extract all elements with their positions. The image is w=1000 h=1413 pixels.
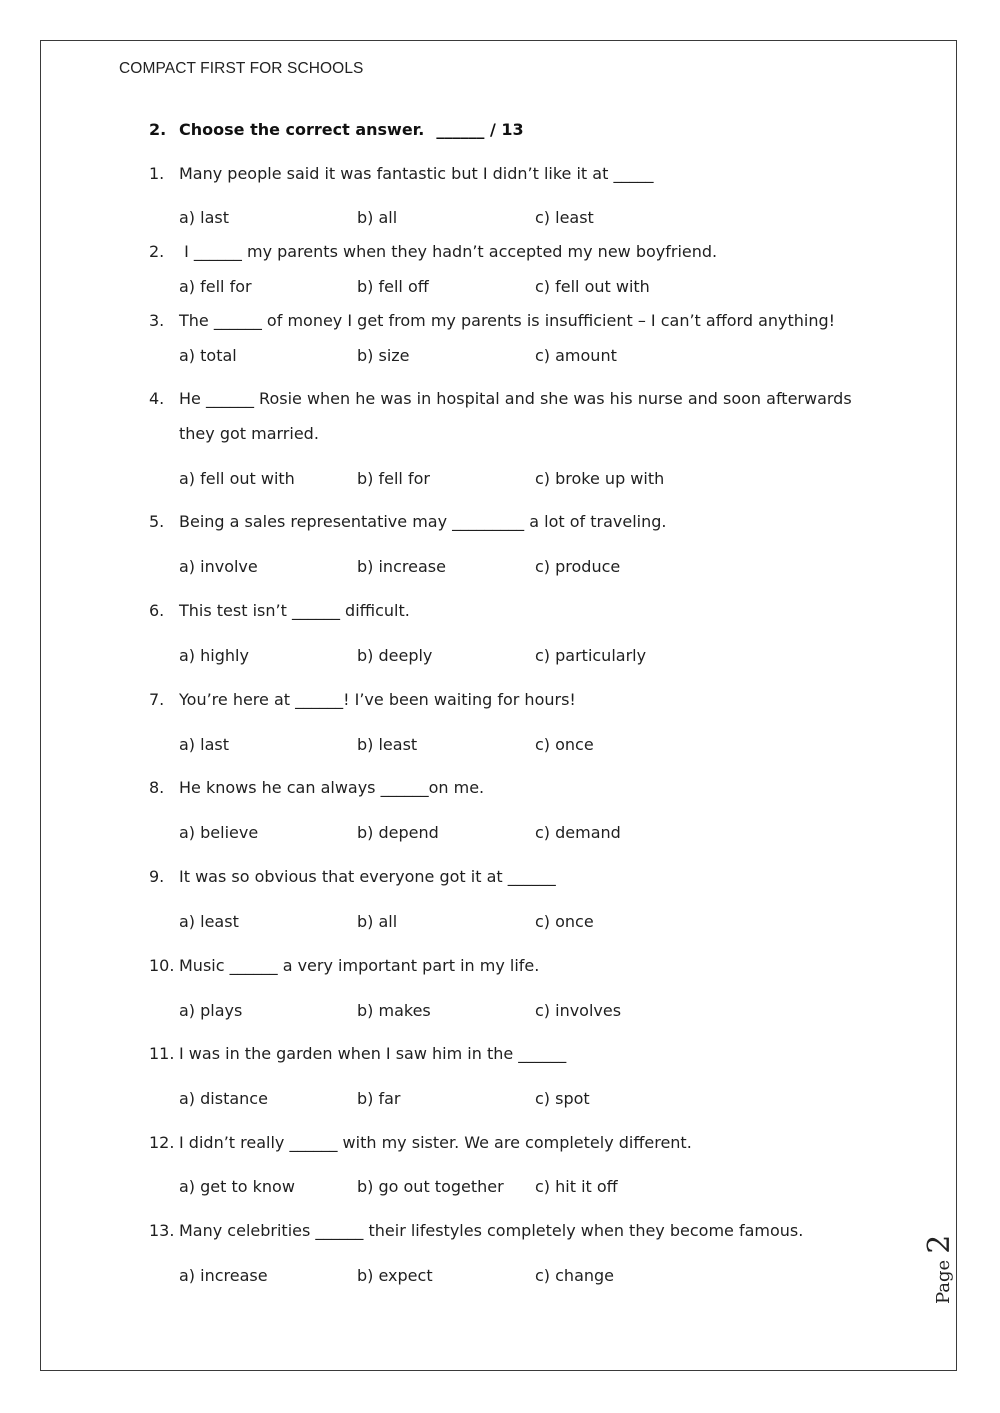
section-heading [149, 120, 524, 139]
option-c[interactable]: c) fell out with [535, 277, 650, 296]
question-6: 6. This test isn’t ______ difficult. [149, 601, 410, 620]
option-c[interactable]: c) hit it off [535, 1177, 618, 1196]
section-number: 2. [149, 120, 167, 139]
question-text: He ______ Rosie when he was in hospital and she was his nurse and soon afterwards [179, 389, 852, 408]
question-1: 1. Many people said it was fantastic but I didn’t like it at _____ [149, 164, 654, 183]
option-b[interactable]: b) increase [357, 557, 446, 576]
question-9: 9. It was so obvious that everyone got it at ______ [149, 867, 556, 886]
option-c[interactable]: c) broke up with [535, 469, 665, 488]
option-c[interactable]: c) spot [535, 1089, 590, 1108]
option-b[interactable]: b) fell for [357, 469, 430, 488]
option-c[interactable]: c) change [535, 1266, 615, 1285]
option-c[interactable]: c) least [535, 208, 594, 227]
question-text: I ______ my parents when they hadn’t accepted my new boyfriend. [179, 242, 718, 261]
option-a[interactable]: a) fell for [179, 277, 252, 296]
question-text: Many celebrities ______ their lifestyles completely when they become famous. [179, 1221, 804, 1240]
question-text: This test isn’t ______ difficult. [179, 601, 410, 620]
option-b[interactable]: b) depend [357, 823, 439, 842]
option-a[interactable]: a) increase [179, 1266, 268, 1285]
option-a[interactable]: a) last [179, 208, 229, 227]
question-text: It was so obvious that everyone got it at ______ [179, 867, 556, 886]
question-11: 11. I was in the garden when I saw him in the ______ [149, 1044, 567, 1063]
option-a[interactable]: a) least [179, 912, 239, 931]
option-a[interactable]: a) last [179, 735, 229, 754]
question-text: Many people said it was fantastic but I didn’t like it at _____ [179, 164, 654, 183]
option-c[interactable]: c) produce [535, 557, 621, 576]
option-b[interactable]: b) far [357, 1089, 401, 1108]
option-a[interactable]: a) involve [179, 557, 258, 576]
option-a[interactable]: a) total [179, 346, 237, 365]
option-c[interactable]: c) once [535, 735, 594, 754]
question-text: I was in the garden when I saw him in the ______ [179, 1044, 567, 1063]
option-c[interactable]: c) amount [535, 346, 617, 365]
page-number-marker [922, 1232, 972, 1312]
option-b[interactable]: b) expect [357, 1266, 433, 1285]
question-2: 2. I ______ my parents when they hadn’t accepted my new boyfriend. [149, 242, 718, 261]
question-10: 10. Music ______ a very important part in my life. [149, 956, 540, 975]
question-5: 5. Being a sales representative may _________ a lot of traveling. [149, 512, 667, 531]
question-text: Music ______ a very important part in my life. [179, 956, 540, 975]
option-b[interactable]: b) fell off [357, 277, 429, 296]
document-header: COMPACT FIRST FOR SCHOOLS [119, 60, 364, 77]
option-b[interactable]: b) all [357, 912, 398, 931]
page-label: Page [933, 1259, 954, 1304]
option-a[interactable]: a) plays [179, 1001, 243, 1020]
question-text: Being a sales representative may _________ a lot of traveling. [179, 512, 667, 531]
option-b[interactable]: b) go out together [357, 1177, 504, 1196]
option-a[interactable]: a) believe [179, 823, 259, 842]
question-text: You’re here at ______! I’ve been waiting for hours! [179, 690, 576, 709]
question-4: 4. He ______ Rosie when he was in hospital and she was his nurse and soon afterwards [149, 389, 852, 408]
option-c[interactable]: c) demand [535, 823, 621, 842]
option-a[interactable]: a) distance [179, 1089, 268, 1108]
option-b[interactable]: b) size [357, 346, 410, 365]
option-c[interactable]: c) involves [535, 1001, 622, 1020]
question-12: 12. I didn’t really ______ with my sister. We are completely different. [149, 1133, 692, 1152]
option-b[interactable]: b) all [357, 208, 398, 227]
option-c[interactable]: c) once [535, 912, 594, 931]
page-number: 2 [922, 1234, 957, 1254]
score-field: ______ / 13 [436, 120, 524, 139]
question-8: 8. He knows he can always ______on me. [149, 778, 485, 797]
question-text: He knows he can always ______on me. [179, 778, 485, 797]
option-b[interactable]: b) makes [357, 1001, 431, 1020]
question-text: I didn’t really ______ with my sister. We are completely different. [179, 1133, 692, 1152]
section-instruction: Choose the correct answer. [179, 120, 425, 139]
option-b[interactable]: b) deeply [357, 646, 433, 665]
question-text: The ______ of money I get from my parents is insufficient – I can’t afford anything! [179, 311, 836, 330]
question-7: 7. You’re here at ______! I’ve been waiting for hours! [149, 690, 576, 709]
question-13: 13. Many celebrities ______ their lifestyles completely when they become famous. [149, 1221, 804, 1240]
option-a[interactable]: a) highly [179, 646, 249, 665]
option-a[interactable]: a) fell out with [179, 469, 295, 488]
option-b[interactable]: b) least [357, 735, 418, 754]
question-text-continued: they got married. [179, 424, 319, 443]
option-c[interactable]: c) particularly [535, 646, 647, 665]
question-3: 3. The ______ of money I get from my parents is insufficient – I can’t afford anything! [149, 311, 836, 330]
option-a[interactable]: a) get to know [179, 1177, 295, 1196]
